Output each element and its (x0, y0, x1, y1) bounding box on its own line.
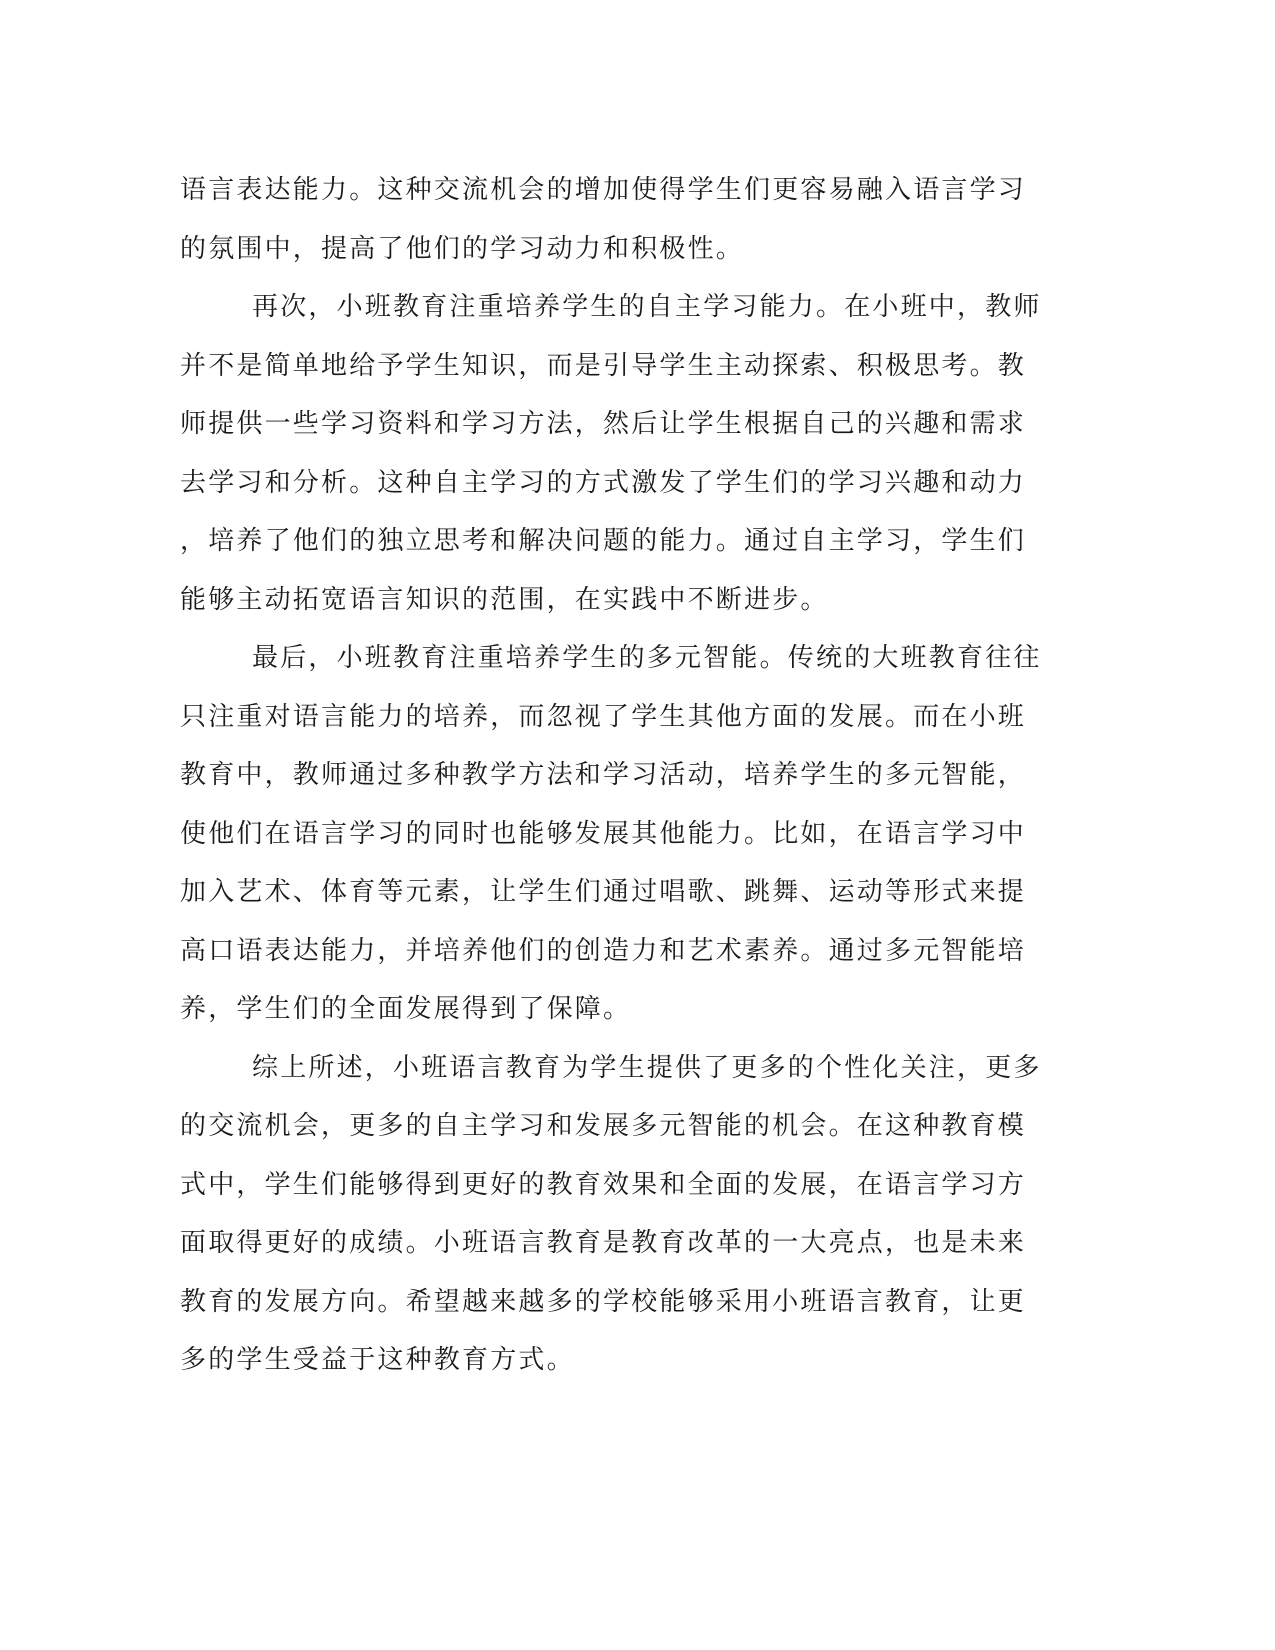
text-line: 最后，小班教育注重培养学生的多元智能。传统的大班教育往往 (252, 643, 1042, 673)
text-line: 师提供一些学习资料和学习方法，然后让学生根据自己的兴趣和需求 (180, 409, 1027, 439)
text-line: 语言表达能力。这种交流机会的增加使得学生们更容易融入语言学习 (180, 175, 1027, 205)
text-line: ，培养了他们的独立思考和解决问题的能力。通过自主学习，学生们 (180, 526, 1027, 556)
text-line: 的氛围中，提高了他们的学习动力和积极性。 (180, 233, 745, 264)
text-line: 高口语表达能力，并培养他们的创造力和艺术素养。通过多元智能培 (180, 935, 1027, 966)
text-line: 教育的发展方向。希望越来越多的学校能够采用小班语言教育，让更 (180, 1286, 1027, 1317)
text-line: 养，学生们的全面发展得到了保障。 (180, 994, 632, 1024)
text-line: 再次，小班教育注重培养学生的自主学习能力。在小班中，教师 (252, 292, 1042, 322)
text-line: 加入艺术、体育等元素，让学生们通过唱歌、跳舞、运动等形式来提 (180, 877, 1027, 907)
text-line: 能够主动拓宽语言知识的范围，在实践中不断进步。 (180, 584, 829, 615)
body-text (180, 161, 1060, 1390)
text-line: 综上所述，小班语言教育为学生提供了更多的个性化关注，更多 (252, 1052, 1042, 1083)
text-line: 只注重对语言能力的培养，而忽视了学生其他方面的发展。而在小班 (180, 701, 1027, 732)
text-line: 并不是简单地给予学生知识，而是引导学生主动探索、积极思考。教 (180, 350, 1027, 381)
text-line: 面取得更好的成绩。小班语言教育是教育改革的一大亮点，也是未来 (180, 1228, 1027, 1258)
text-line: 使他们在语言学习的同时也能够发展其他能力。比如，在语言学习中 (180, 818, 1027, 849)
text-line: 去学习和分析。这种自主学习的方式激发了学生们的学习兴趣和动力 (180, 467, 1027, 498)
text-line: 多的学生受益于这种教育方式。 (180, 1345, 575, 1375)
text-line: 式中，学生们能够得到更好的教育效果和全面的发展，在语言学习方 (180, 1169, 1027, 1200)
text-line: 教育中，教师通过多种教学方法和学习活动，培养学生的多元智能， (180, 760, 1027, 790)
text-line: 的交流机会，更多的自主学习和发展多元智能的机会。在这种教育模 (180, 1111, 1027, 1141)
